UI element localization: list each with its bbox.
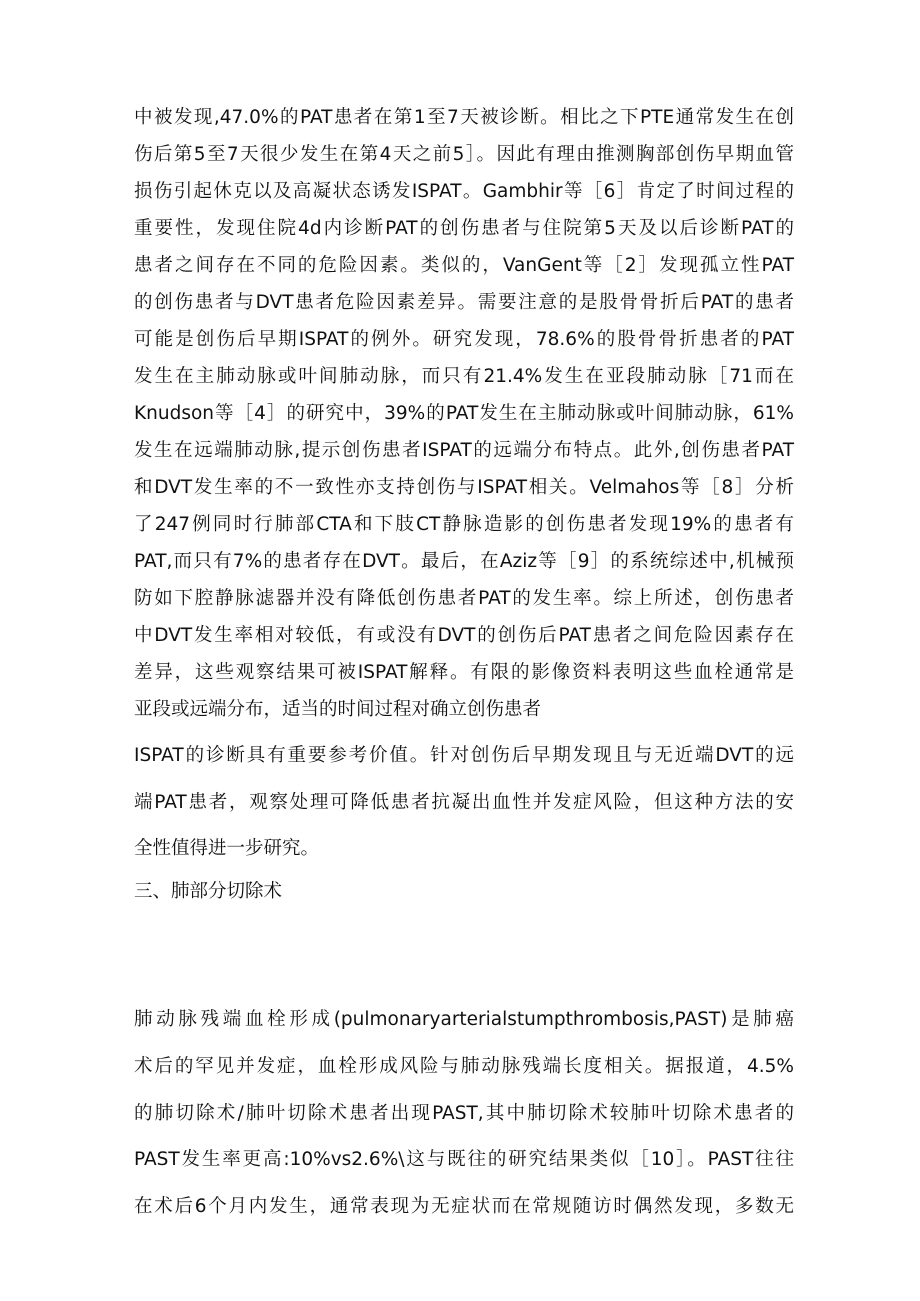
text-line: 可能是创伤后早期ISPAT的例外。研究发现，78.6%的股骨骨折患者的PAT bbox=[134, 329, 794, 350]
text-line: 发生在远端肺动脉,提示创伤患者ISPAT的远端分布特点。此外,创伤患者PAT bbox=[134, 440, 794, 461]
text-line: 端PAT患者，观察处理可降低患者抗凝出血性并发症风险，但这种方法的安 bbox=[134, 792, 794, 813]
text-line: 重要性，发现住院4d内诊断PAT的创伤患者与住院第5天及以后诊断PAT的 bbox=[134, 218, 794, 239]
text-line: 术后的罕见并发症，血栓形成风险与肺动脉残端长度相关。据报道，4.5% bbox=[134, 1056, 794, 1077]
text-line: 损伤引起休克以及高凝状态诱发ISPAT。Gambhir等［6］肯定了时间过程的 bbox=[134, 181, 794, 202]
text-line: 中被发现,47.0%的PAT患者在第1至7天被诊断。相比之下PTE通常发生在创 bbox=[134, 107, 794, 128]
text-line: 中DVT发生率相对较低，有或没有DVT的创伤后PAT患者之间危险因素存在 bbox=[134, 625, 794, 646]
text-line: PAT,而只有7%的患者存在DVT。最后，在Aziz等［9］的系统综述中,机械预 bbox=[134, 551, 794, 572]
section-heading: 三、肺部分切除术 bbox=[134, 881, 283, 902]
text-line: 发生在主肺动脉或叶间肺动脉，而只有21.4%发生在亚段肺动脉［71而在 bbox=[134, 366, 794, 387]
text-line: ISPAT的诊断具有重要参考价值。针对创伤后早期发现且与无近端DVT的远 bbox=[134, 745, 794, 766]
text-line: 了247例同时行肺部CTA和下肢CT静脉造影的创伤患者发现19%的患者有 bbox=[134, 514, 794, 535]
text-line: Knudson等［4］的研究中，39%的PAT发生在主肺动脉或叶间肺动脉，61% bbox=[134, 403, 794, 424]
text-line: 的创伤患者与DVT患者危险因素差异。需要注意的是股骨骨折后PAT的患者 bbox=[134, 292, 794, 313]
text-line: 亚段或远端分布，适当的时间过程对确立创伤患者 bbox=[134, 699, 542, 720]
text-line: 在术后6个月内发生，通常表现为无症状而在常规随访时偶然发现，多数无 bbox=[134, 1196, 794, 1217]
text-line: 伤后第5至7天很少发生在第4天之前5］。因此有理由推测胸部创伤早期血管 bbox=[134, 144, 794, 165]
text-line: 差异，这些观察结果可被ISPAT解释。有限的影像资料表明这些血栓通常是 bbox=[134, 662, 794, 683]
text-line: 和DVT发生率的不一致性亦支持创伤与ISPAT相关。Velmahos等［8］分析 bbox=[134, 477, 794, 498]
text-line: 全性值得进一步研究。 bbox=[134, 838, 320, 859]
text-line: 的肺切除术/肺叶切除术患者出现PAST,其中肺切除术较肺叶切除术患者的 bbox=[134, 1103, 794, 1124]
text-line: 患者之间存在不同的危险因素。类似的，VanGent等［2］发现孤立性PAT bbox=[134, 255, 794, 276]
text-line: PAST发生率更高:10%vs2.6%\这与既往的研究结果类似［10］。PAST往往 bbox=[134, 1149, 794, 1170]
text-line: 防如下腔静脉滤器并没有降低创伤患者PAT的发生率。综上所述，创伤患者 bbox=[134, 588, 794, 609]
text-line: 肺动脉残端血栓形成(pulmonaryarterialstumpthrombosis,PAST)是肺癌 bbox=[134, 1009, 794, 1030]
